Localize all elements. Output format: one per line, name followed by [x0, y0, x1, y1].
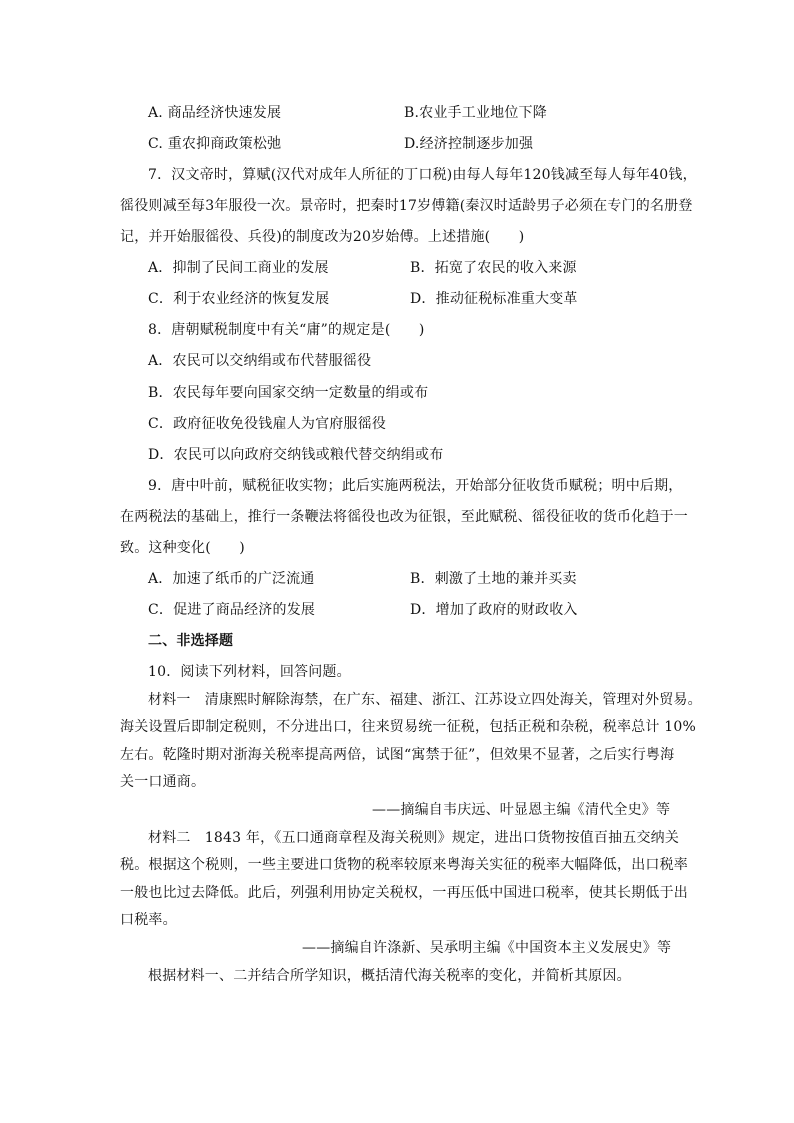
material-two-line: 材料二 1843 年，《五口通商章程及海关税则》规定，进出口货物按值百抽五交纳关 — [148, 830, 680, 846]
material-one-line: 关一口通商。 — [120, 774, 206, 790]
q6-option-d: D.经济控制逐步加强 — [404, 136, 534, 152]
q8-option-b: B．农民每年要向国家交纳一定数量的绢或布 — [148, 385, 429, 401]
q8-stem: 8．唐朝赋税制度中有关“庸”的规定是( ) — [148, 322, 425, 338]
q7-stem-line: 徭役则减至每3年服役一次。景帝时，把秦时17岁傅籍(秦汉时适龄男子必须在专门的名册登 — [120, 198, 693, 214]
q7-option-a: A．抑制了民间工商业的发展 — [148, 260, 329, 276]
q10-stem: 10．阅读下列材料，回答问题。 — [148, 664, 351, 680]
material-one-source: ——摘编自韦庆远、叶显恩主编《清代全史》等 — [372, 802, 671, 818]
material-two-line: 口税率。 — [120, 912, 177, 928]
material-one-line: 左右。乾隆时期对浙海关税率提高两倍，试图“寓禁于征”，但效果不显著，之后实行粤海 — [120, 747, 675, 763]
q9-option-a: A．加速了纸币的广泛流通 — [148, 571, 315, 587]
q9-stem-line: 致。这种变化( ) — [120, 540, 245, 556]
q7-option-d: D．推动征税标准重大变革 — [410, 291, 578, 307]
q6-option-b: B.农业手工业地位下降 — [404, 105, 547, 121]
q8-option-a: A．农民可以交纳绢或布代替服徭役 — [148, 353, 372, 369]
material-one-line: 材料一 清康熙时解除海禁，在广东、福建、浙江、江苏设立四处海关，管理对外贸易。 — [148, 692, 702, 708]
q10-question: 根据材料一、二并结合所学知识，概括清代海关税率的变化，并简析其原因。 — [148, 968, 631, 984]
q9-option-c: C．促进了商品经济的发展 — [148, 602, 316, 618]
material-one-line: 海关设置后即制定税则，不分进出口，往来贸易统一征税，包括正税和杂税，税率总计 10% — [120, 719, 696, 735]
q8-option-d: D．农民可以向政府交纳钱或粮代替交纳绢或布 — [148, 447, 444, 463]
q6-option-a: A. 商品经济快速发展 — [148, 105, 282, 121]
q9-stem-line: 9．唐中叶前，赋税征收实物；此后实施两税法，开始部分征收货币赋税；明中后期， — [148, 478, 683, 494]
q7-option-c: C．利于农业经济的恢复发展 — [148, 291, 330, 307]
q9-stem-line: 在两税法的基础上，推行一条鞭法将徭役也改为征银，至此赋税、徭役征收的货币化趋于一 — [120, 509, 688, 525]
q9-option-b: B．刺激了土地的兼并买卖 — [410, 571, 577, 587]
section-heading: 二、非选择题 — [148, 633, 234, 649]
material-two-line: 一般也比过去降低。此后，列强利用协定关税权，一再压低中国进口税率，使其长期低于出 — [120, 885, 688, 901]
material-two-source: ——摘编自许涤新、吴承明主编《中国资本主义发展史》等 — [302, 940, 672, 956]
q7-stem-line: 7．汉文帝时，算赋(汉代对成年人所征的丁口税)由每人每年120钱减至每人每年40钱， — [148, 167, 697, 183]
q7-option-b: B．拓宽了农民的收入来源 — [410, 260, 577, 276]
q8-option-c: C．政府征收免役钱雇人为官府服徭役 — [148, 416, 387, 432]
q9-option-d: D．增加了政府的财政收入 — [410, 602, 578, 618]
q7-stem-line: 记，并开始服徭役、兵役)的制度改为20岁始傅。上述措施( ) — [120, 229, 525, 245]
material-two-line: 税。根据这个税则，一些主要进口货物的税率较原来粤海关实征的税率大幅降低，出口税率 — [120, 857, 688, 873]
q6-option-c: C. 重农抑商政策松弛 — [148, 136, 282, 152]
